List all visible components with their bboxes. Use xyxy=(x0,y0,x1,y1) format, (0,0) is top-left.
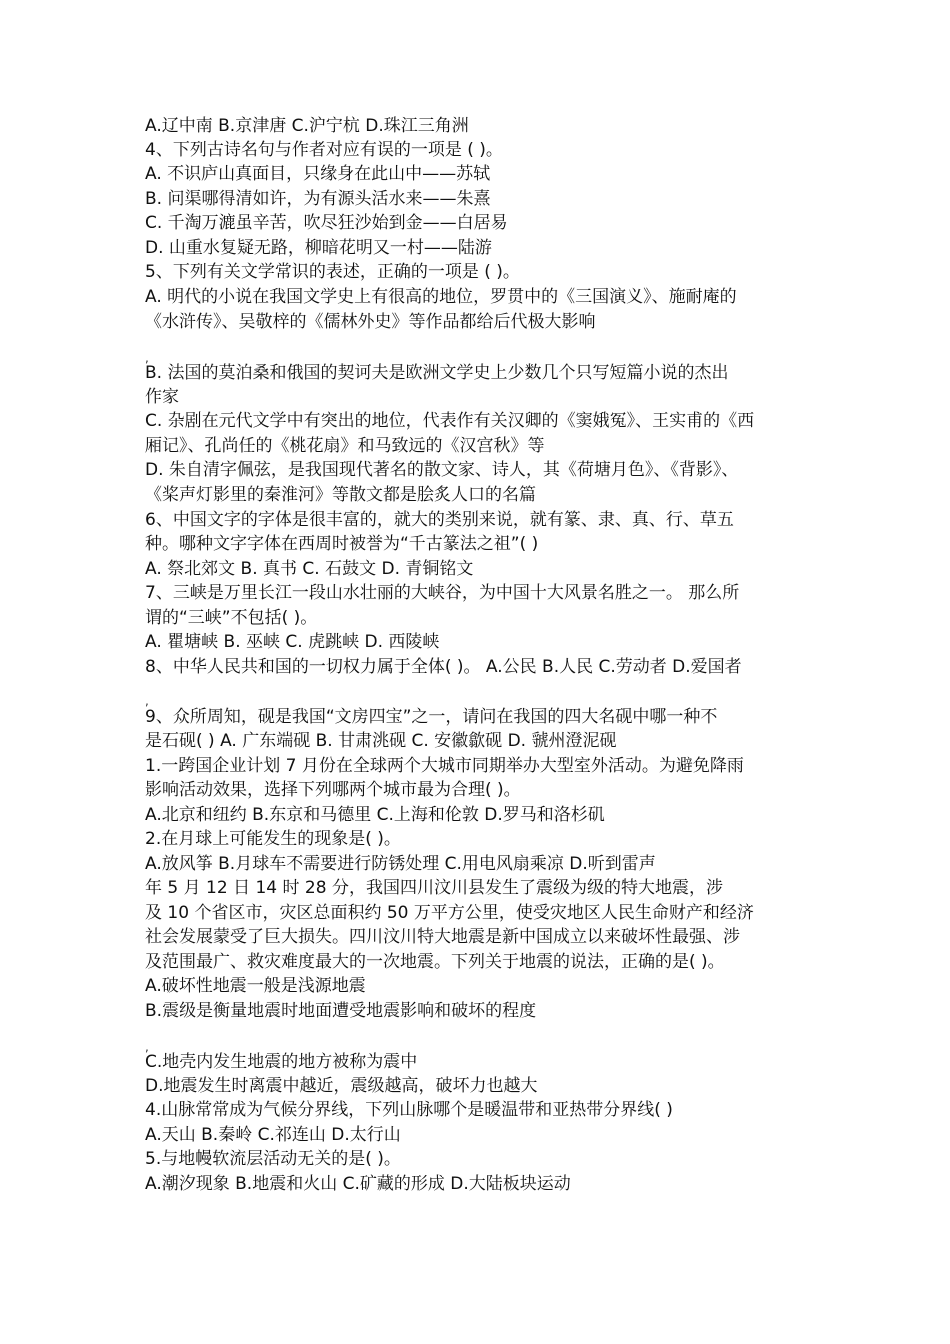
text-line: C. 杂剧在元代文学中有突出的地位，代表作有关汉卿的《窦娥冤》、王实甫的《西 xyxy=(145,411,755,431)
question-4b: 4.山脉常常成为气候分界线，下列山脉哪个是暖温带和亚热带分界线( ) xyxy=(145,1100,673,1120)
text-line: A.天山 B.秦岭 C.祁连山 D.太行山 xyxy=(145,1125,401,1145)
text-line: D. 朱自清字佩弦，是我国现代著名的散文家、诗人，其《荷塘月色》、《背影》、 xyxy=(145,460,739,480)
text-line: C.地壳内发生地震的地方被称为震中 xyxy=(145,1052,418,1072)
question-5b: 5.与地幔软流层活动无关的是( )。 xyxy=(145,1149,401,1169)
text-line: A. 祭北郊文 B. 真书 C. 石鼓文 D. 青铜铭文 xyxy=(145,559,474,579)
text-line: 《桨声灯影里的秦淮河》等散文都是脍炙人口的名篇 xyxy=(145,485,536,505)
stray-mark: , xyxy=(145,694,149,708)
question-1: 1.一跨国企业计划 7 月份在全球两个大城市同期举办大型室外活动。为避免降雨 xyxy=(145,756,744,776)
text-line: 社会发展蒙受了巨大损失。四川汶川特大地震是新中国成立以来破坏性最强、涉 xyxy=(145,927,740,947)
question-4: 4、下列古诗名句与作者对应有误的一项是 ( )。 xyxy=(145,140,503,160)
question-2: 2.在月球上可能发生的现象是( )。 xyxy=(145,829,401,849)
text-line: B. 法国的莫泊桑和俄国的契诃夫是欧洲文学史上少数几个只写短篇小说的杰出 xyxy=(145,363,729,383)
text-line: B.震级是衡量地震时地面遭受地震影响和破坏的程度 xyxy=(145,1001,537,1021)
text-line: B. 问渠哪得清如许，为有源头活水来——朱熹 xyxy=(145,189,491,209)
text-line: D. 山重水复疑无路，柳暗花明又一村——陆游 xyxy=(145,238,492,258)
text-line: 是石砚( ) A. 广东端砚 B. 甘肃洮砚 C. 安徽歙砚 D. 虢州澄泥砚 xyxy=(145,731,617,751)
text-line: A.潮汐现象 B.地震和火山 C.矿藏的形成 D.大陆板块运动 xyxy=(145,1174,571,1194)
text-line: A. 不识庐山真面目，只缘身在此山中——苏轼 xyxy=(145,164,491,184)
text-line: 《水浒传》、吴敬梓的《儒林外史》等作品都给后代极大影响 xyxy=(145,312,596,332)
stray-mark: , xyxy=(145,351,149,365)
text-line: 影响活动效果，选择下列哪两个城市最为合理( )。 xyxy=(145,780,521,800)
text-line: 厢记》、孔尚任的《桃花扇》和马致远的《汉宫秋》等 xyxy=(145,436,545,456)
text-line: 及 10 个省区市，灾区总面积约 50 万平方公里，使受灾地区人民生命财产和经济 xyxy=(145,903,754,923)
text-line: A.辽中南 B.京津唐 C.沪宁杭 D.珠江三角洲 xyxy=(145,116,469,136)
text-line: D.地震发生时离震中越近，震级越高，破坏力也越大 xyxy=(145,1076,538,1096)
question-7: 7、三峡是万里长江一段山水壮丽的大峡谷，为中国十大风景名胜之一。 那么所 xyxy=(145,583,740,603)
text-line: A. 瞿塘峡 B. 巫峡 C. 虎跳峡 D. 西陵峡 xyxy=(145,632,440,652)
stray-mark: , xyxy=(145,1040,149,1054)
text-line: A.破坏性地震一般是浅源地震 xyxy=(145,976,366,996)
question-8: 8、中华人民共和国的一切权力属于全体( )。 A.公民 B.人民 C.劳动者 D.爱国者 xyxy=(145,657,742,677)
text-line: A.北京和纽约 B.东京和马德里 C.上海和伦敦 D.罗马和洛杉矶 xyxy=(145,805,605,825)
text-line: C. 千淘万漉虽辛苦，吹尽狂沙始到金——白居易 xyxy=(145,213,508,233)
question-5: 5、下列有关文学常识的表述，正确的一项是 ( )。 xyxy=(145,262,520,282)
text-line: 及范围最广、救灾难度最大的一次地震。下列关于地震的说法，正确的是( )。 xyxy=(145,952,725,972)
text-line: 谓的“三峡”不包括( )。 xyxy=(145,608,318,628)
text-line: 种。哪种文字字体在西周时被誉为“千古篆法之祖”( ) xyxy=(145,534,539,554)
question-3-passage: 年 5 月 12 日 14 时 28 分，我国四川汶川县发生了震级为级的特大地震，涉 xyxy=(145,878,723,898)
question-9: 9、众所周知，砚是我国“文房四宝”之一，请问在我国的四大名砚中哪一种不 xyxy=(145,707,718,727)
text-line: A.放风筝 B.月球车不需要进行防锈处理 C.用电风扇乘凉 D.听到雷声 xyxy=(145,854,656,874)
question-6: 6、中国文字的字体是很丰富的，就大的类别来说，就有篆、隶、真、行、草五 xyxy=(145,510,734,530)
text-line: 作家 xyxy=(145,387,179,407)
text-line: A. 明代的小说在我国文学史上有很高的地位，罗贯中的《三国演义》、施耐庵的 xyxy=(145,287,737,307)
